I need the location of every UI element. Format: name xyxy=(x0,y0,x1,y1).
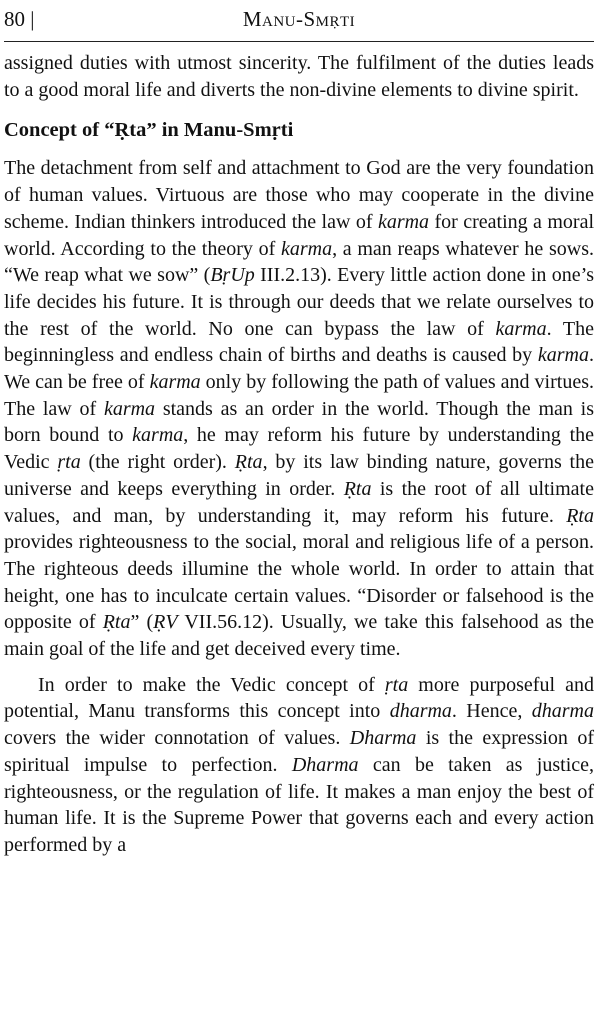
paragraph-continued: assigned duties with utmost sincerity. The fulfilment of the duties leads to a good moral life and diverts the non-divine elements to divine spirit. xyxy=(4,52,594,101)
page-header xyxy=(4,4,594,34)
page-number: 80 | xyxy=(4,7,35,31)
paragraph-2: In order to make the Vedic concept of ṛta more purposeful and potential, Manu transforms this concept into dharma. Hence, dharma covers the wider connotation of values. Dharma is the expression of spiritual impulse to perfection. Dharma can be taken as justice, righteousness, or the regulation of life. It makes a man enjoy the best of human life. It is the Supreme Power that governs each and every action performed by a xyxy=(4,673,594,856)
header-rule xyxy=(4,41,594,42)
body-text xyxy=(4,50,594,859)
section-heading: Concept of “Ṛta” in Manu-Smṛti xyxy=(4,119,294,142)
paragraph-1: The detachment from self and attachment to God are the very foundation of human values. Virtuous are those who may cooperate in the divine scheme. Indian thinkers introduced the law of karma for creating a moral world. According to the theory of karma, a man reaps whatever he sows. “We reap what we sow” (BṛUp III.2.13). Every little action done in one’s life decides his future. It is through our deeds that we relate ourselves to the rest of the world. No one can bypass the law of karma. The beginningless and endless chain of births and deaths is caused by karma. We can be free of karma only by following the path of values and virtues. The law of karma stands as an order in the world. Though the man is born bound to karma, he may reform his future by understanding the Vedic ṛta (the right order). Ṛta, by its law binding nature, governs the universe and keeps everything in order. Ṛta is the root of all ultimate values, and man, by understanding it, may reform his future. Ṛta provides righteousness to the social, moral and religious life of a person. The righteous deeds illumine the whole world. In order to attain that height, one has to inculcate certain values. “Disorder or falsehood is the opposite of Ṛta” (ṚV VII.56.12). Usually, we take this falsehood as the main goal of the life and get deceived every time. xyxy=(4,157,595,661)
running-title: Manu-Smṛti xyxy=(242,7,356,31)
